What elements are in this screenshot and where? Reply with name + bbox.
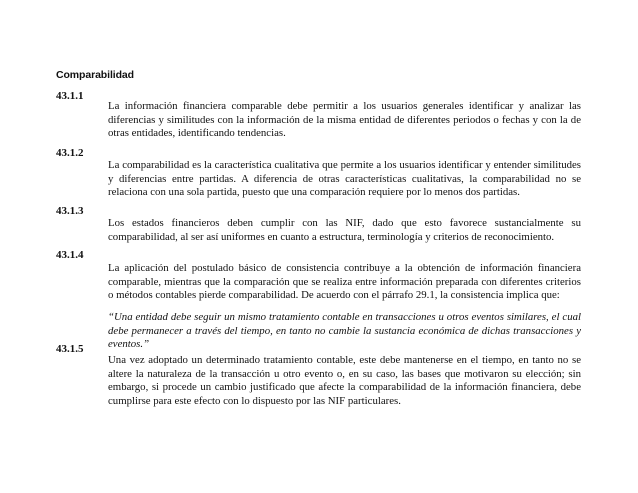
section-title: Comparabilidad: [56, 69, 134, 81]
paragraph-number-43-1-5: 43.1.5: [56, 343, 84, 355]
paragraph-number-43-1-3: 43.1.3: [56, 205, 84, 217]
paragraph-43-1-3-text: Los estados financieros deben cumplir con las NIF, dado que esto favorece sustancialmente su comparabilidad, al ser así uniformes en cuanto a estructura, terminología y criterios de reconocimiento.: [108, 217, 581, 243]
paragraph-43-1-4-quote: “Una entidad debe seguir un mismo tratamiento contable en transacciones u otros eventos similares, el cual debe permanecer a través del tiempo, en tanto no cambie la sustancia económica de dichas transacciones y eventos.”: [108, 311, 581, 351]
paragraph-43-1-5-text: Una vez adoptado un determinado tratamiento contable, este debe mantenerse en el tiempo, en tanto no se altere la naturaleza de la transacción u otro evento o, en su caso, las bases que motivaron su elección; sin embargo, si procede un cambio justificado que afecte la comparabilidad de la información financiera, debe cumplirse para este efecto con lo dispuesto por las NIF particulares.: [108, 354, 581, 407]
paragraph-number-43-1-2: 43.1.2: [56, 147, 84, 159]
paragraph-43-1-4-text: La aplicación del postulado básico de consistencia contribuye a la obtención de información financiera comparable, mientras que la comparación que se realiza entre información preparada con diferentes criterios o métodos contables pierde comparabilidad. De acuerdo con el párrafo 29.1, la consistencia implica que:: [108, 262, 581, 302]
paragraph-number-43-1-1: 43.1.1: [56, 90, 84, 102]
paragraph-43-1-2-text: La comparabilidad es la característica cualitativa que permite a los usuarios identificar y entender similitudes y diferencias entre partidas. A diferencia de otras características cualitativas, la comparabilidad no se relaciona con una sola partida, puesto que una comparación requiere por lo menos dos partidas.: [108, 159, 581, 199]
paragraph-43-1-1-text: La información financiera comparable debe permitir a los usuarios generales identificar y analizar las diferencias y similitudes con la información de la misma entidad de diferentes periodos o fechas y con la de otras entidades, identificando tendencias.: [108, 100, 581, 140]
paragraph-number-43-1-4: 43.1.4: [56, 249, 84, 261]
